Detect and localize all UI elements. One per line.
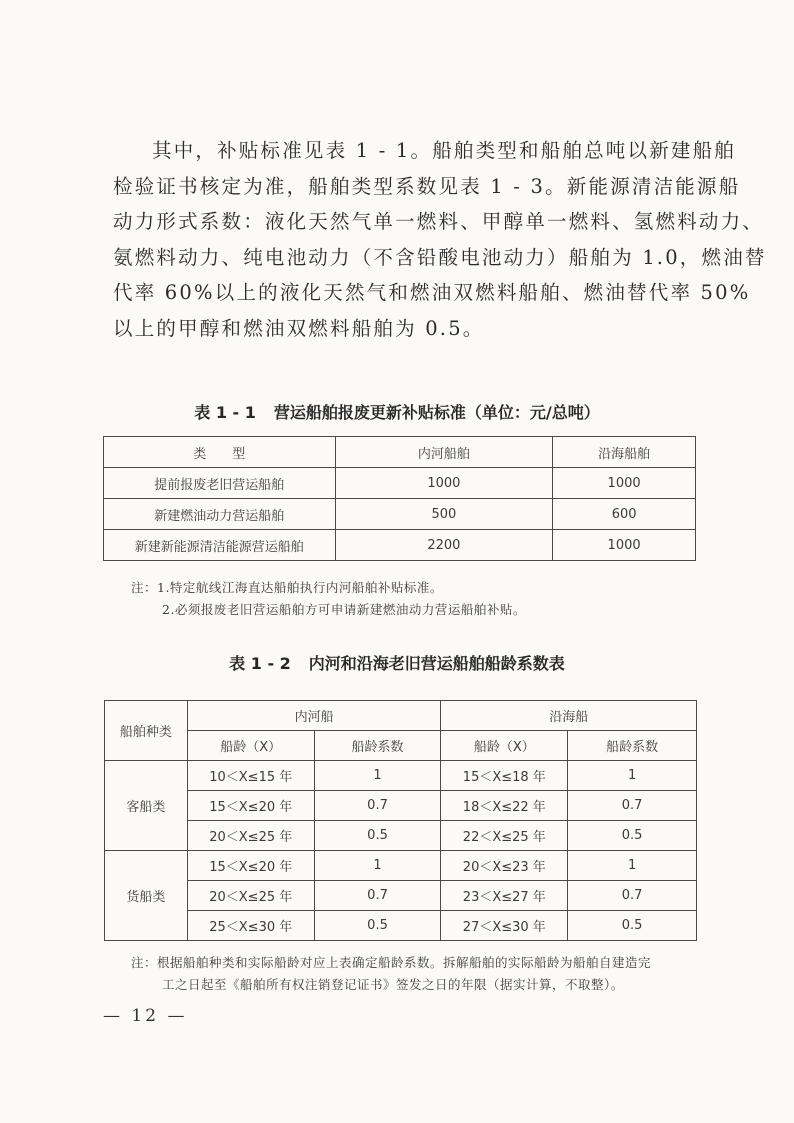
- table-cell: 1000: [553, 468, 696, 499]
- table-cell: 15＜X≤20 年: [187, 851, 314, 881]
- table-cell: 0.7: [568, 791, 697, 821]
- table-cell: 15＜X≤18 年: [441, 761, 568, 791]
- table1-title: 营运船舶报废更新补贴标准（单位：元/总吨）: [273, 403, 600, 422]
- table1-note-1: 注：1.特定航线江海直达船舶执行内河船舶补贴标准。: [131, 580, 443, 595]
- page-number: — 12 —: [103, 1006, 188, 1026]
- table2-number: 表 1 - 2: [229, 654, 291, 673]
- table-cell: 15＜X≤20 年: [187, 791, 314, 821]
- table-subheader-row: [105, 731, 697, 761]
- table-cell: 新建燃油动力营运船舶: [104, 499, 336, 530]
- table-cell: 1: [314, 761, 441, 791]
- table-cell: 0.5: [568, 911, 697, 941]
- table-cell: 600: [553, 499, 696, 530]
- header-cell-coef: 船龄系数: [314, 731, 441, 761]
- table-cell: 0.7: [314, 881, 441, 911]
- body-paragraph: [113, 133, 767, 347]
- group-cell-cargo: 货船类: [105, 851, 188, 941]
- table-cell: 0.5: [568, 821, 697, 851]
- table-cell: 1000: [553, 530, 696, 561]
- table-cell: 1: [568, 851, 697, 881]
- group-cell-passenger: 客船类: [105, 761, 188, 851]
- body-line: 以上的甲醇和燃油双燃料船舶为 0.5。: [113, 316, 485, 340]
- header-cell-age: 船龄（X）: [441, 731, 568, 761]
- table-row: [105, 791, 697, 821]
- table2-note-1: 注：根据船舶种类和实际船龄对应上表确定船龄系数。拆解船舶的实际船龄为船舶自建造完: [131, 955, 652, 970]
- table-cell: 1: [568, 761, 697, 791]
- header-cell-type: 类 型: [104, 437, 336, 468]
- header-cell-ship-type: 船舶种类: [105, 701, 188, 761]
- body-line: 其中，补贴标准见表 1 - 1。船舶类型和船舶总吨以新建船舶: [152, 139, 736, 162]
- table2-caption: [0, 651, 794, 674]
- table-cell: 新建新能源清洁能源营运船舶: [104, 530, 336, 561]
- table-cell: 22＜X≤25 年: [441, 821, 568, 851]
- table-cell: 2200: [335, 530, 553, 561]
- table-row: [105, 911, 697, 941]
- table1-note-2: 2.必须报废老旧营运船舶方可申请新建燃油动力营运船舶补贴。: [162, 602, 526, 617]
- table-row: [105, 821, 697, 851]
- table-cell: 20＜X≤25 年: [187, 881, 314, 911]
- header-cell-inland: 内河船: [187, 701, 441, 731]
- table-row: [104, 530, 696, 561]
- header-cell-coastal: 沿海船: [441, 701, 697, 731]
- table2-note-2: 工之日起至《船舶所有权注销登记证书》签发之日的年限（据实计算，不取整）。: [162, 977, 624, 992]
- header-cell-coef: 船龄系数: [568, 731, 697, 761]
- table-cell: 提前报废老旧营运船舶: [104, 468, 336, 499]
- table-cell: 0.5: [314, 821, 441, 851]
- table-row: [105, 761, 697, 791]
- header-cell-inland: 内河船舶: [335, 437, 553, 468]
- body-line: 检验证书核定为准，船舶类型系数见表 1 - 3。新能源清洁能源船: [113, 174, 741, 198]
- table-cell: 500: [335, 499, 553, 530]
- table-cell: 1: [314, 851, 441, 881]
- table-cell: 1000: [335, 468, 553, 499]
- table-cell: 0.5: [314, 911, 441, 941]
- table1-number: 表 1 - 1: [194, 403, 256, 422]
- table-cell: 0.7: [314, 791, 441, 821]
- table-row: [104, 499, 696, 530]
- table1-caption: [0, 400, 794, 423]
- header-cell-coastal: 沿海船舶: [553, 437, 696, 468]
- table-header-row: [105, 701, 697, 731]
- table-row: [105, 881, 697, 911]
- table-header-row: [104, 437, 696, 468]
- body-line: 代率 60%以上的液化天然气和燃油双燃料船舶、燃油替代率 50%: [113, 281, 751, 305]
- table-cell: 18＜X≤22 年: [441, 791, 568, 821]
- table-cell: 10＜X≤15 年: [187, 761, 314, 791]
- header-cell-age: 船龄（X）: [187, 731, 314, 761]
- table-cell: 0.7: [568, 881, 697, 911]
- body-line: 动力形式系数：液化天然气单一燃料、甲醇单一燃料、氢燃料动力、: [113, 210, 765, 234]
- ship-age-coefficient-table: [104, 700, 697, 941]
- table-cell: 27＜X≤30 年: [441, 911, 568, 941]
- table-row: [105, 851, 697, 881]
- table-cell: 25＜X≤30 年: [187, 911, 314, 941]
- subsidy-standard-table: [103, 436, 696, 561]
- table-row: [104, 468, 696, 499]
- table-cell: 20＜X≤25 年: [187, 821, 314, 851]
- table2-title: 内河和沿海老旧营运船舶船龄系数表: [308, 654, 565, 673]
- body-line: 氨燃料动力、纯电池动力（不含铅酸电池动力）船舶为 1.0，燃油替: [113, 245, 767, 269]
- table-cell: 23＜X≤27 年: [441, 881, 568, 911]
- table-cell: 20＜X≤23 年: [441, 851, 568, 881]
